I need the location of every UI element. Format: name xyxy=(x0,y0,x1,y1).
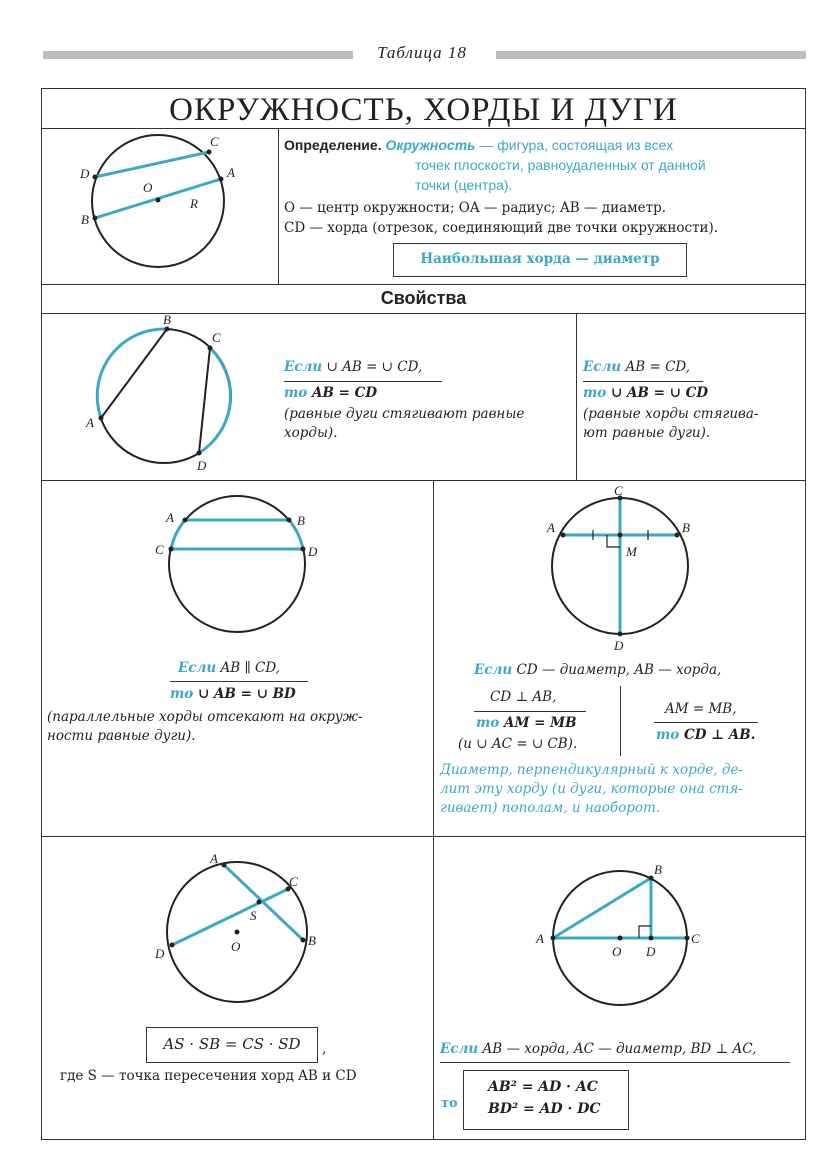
prop4-right-res: CD ⊥ AB. xyxy=(679,727,756,743)
label-c: C xyxy=(210,134,219,149)
chord-ab xyxy=(553,878,651,938)
prop6-formula1: AB² = AD · AC xyxy=(488,1079,598,1095)
prop1-then-word: то xyxy=(284,385,308,401)
prop1-note1: (равные дуги стягивают равные xyxy=(284,406,525,422)
prop3-then-word: то xyxy=(170,686,194,702)
point-o xyxy=(156,198,161,203)
prop1-note2: хорды). xyxy=(284,425,338,441)
point-d xyxy=(93,175,98,180)
point-d xyxy=(618,632,623,637)
definition-text1: — фигура, состоящая из всех xyxy=(475,137,674,153)
label-c: C xyxy=(212,330,221,345)
point-d xyxy=(170,943,175,948)
label-d: D xyxy=(197,458,207,473)
page-title: ОКРУЖНОСТЬ, ХОРДЫ И ДУГИ xyxy=(169,92,678,128)
prop2-cond: AB = CD, xyxy=(621,359,691,375)
label-c: C xyxy=(289,874,298,889)
prop4-cond: CD — диаметр, AB — хорда, xyxy=(512,662,722,678)
prop4-right-then-word: то xyxy=(656,727,680,743)
point-c xyxy=(169,547,174,552)
prop4-note2: лит эту хорду (и дуги, которые она стя- xyxy=(440,781,743,797)
chord-ab xyxy=(101,329,167,418)
prop2-then-word: то xyxy=(583,385,607,401)
prop4-left-cond: CD ⊥ AB, xyxy=(490,689,557,705)
prop5-formula: AS · SB = CS · SD xyxy=(163,1035,301,1053)
point-a xyxy=(99,416,104,421)
prop4-note3: гивает) пополам, и наоборот. xyxy=(440,800,661,816)
point-d xyxy=(301,547,306,552)
prop4-left-then-word: то xyxy=(476,715,500,731)
prop2-note1: (равные хорды стягива- xyxy=(583,406,759,422)
label-r: R xyxy=(190,196,198,211)
diagram-parallel-chords xyxy=(155,496,318,632)
label-a: A xyxy=(536,931,544,946)
label-a: A xyxy=(86,415,94,430)
label-d: D xyxy=(646,944,656,959)
label-s: S xyxy=(250,908,257,923)
point-b xyxy=(301,938,306,943)
prop6-if-word: Если xyxy=(440,1041,479,1057)
point-b xyxy=(675,533,680,538)
point-a xyxy=(219,177,224,182)
label-a: A xyxy=(166,510,174,525)
label-b: B xyxy=(308,933,316,948)
prop4-if-word: Если xyxy=(474,662,513,678)
definition-term: Окружность xyxy=(385,137,476,153)
prop3-cond: AB ∥ CD, xyxy=(216,660,280,676)
prop1-cond: ∪ AB = ∪ CD, xyxy=(322,359,423,375)
label-d: D xyxy=(80,166,90,181)
label-a: A xyxy=(547,520,555,535)
chord-cd xyxy=(199,348,210,453)
point-a xyxy=(551,936,556,941)
chord-cd xyxy=(172,889,288,945)
label-o: O xyxy=(231,939,241,954)
label-b: B xyxy=(682,520,690,535)
point-c xyxy=(208,346,213,351)
point-a xyxy=(183,518,188,523)
prop3-if-word: Если xyxy=(178,660,217,676)
prop3-note2: ности равные дуги). xyxy=(47,728,196,744)
prop6-formula2: BD² = AD · DC xyxy=(488,1101,601,1117)
point-c xyxy=(207,150,212,155)
label-b: B xyxy=(297,513,305,528)
circle-parallel xyxy=(169,496,305,632)
diagram-perpendicular-diameter xyxy=(546,483,690,653)
point-b xyxy=(649,876,654,881)
definition-text2: точек плоскости, равноудаленных от данной xyxy=(415,157,706,173)
prop2-note2: ют равные дуги). xyxy=(583,425,711,441)
label-d: D xyxy=(614,638,624,653)
prop2-if-word: Если xyxy=(583,359,622,375)
point-a xyxy=(561,533,566,538)
label-o: O xyxy=(612,944,622,959)
prop4-left-extra: (и ∪ AC = ∪ CB). xyxy=(458,736,578,752)
point-d xyxy=(197,451,202,456)
point-d xyxy=(649,936,654,941)
label-b: B xyxy=(163,312,171,327)
table-label: Таблица 18 xyxy=(377,43,467,62)
point-o xyxy=(235,930,240,935)
point-b xyxy=(287,518,292,523)
label-c: C xyxy=(155,542,164,557)
prop3-note1: (параллельные хорды отсекают на окруж- xyxy=(47,709,363,725)
definition-line4: O — центр окружности; OA — радиус; AB — диаметр. xyxy=(284,200,667,216)
diagram-chord-projection xyxy=(535,862,700,1005)
prop2-res: ∪ AB = ∪ CD xyxy=(606,385,709,401)
label-o: O xyxy=(143,180,153,195)
definition-text3: точки (центра). xyxy=(415,177,513,193)
point-b xyxy=(165,327,170,332)
prop5-note: где S — точка пересечения хорд AB и CD xyxy=(60,1068,357,1084)
prop4-right-cond: AM = MB, xyxy=(665,701,737,717)
prop4-left-res: AM = MB xyxy=(499,715,577,731)
definition-box-text: Наибольшая хорда — диаметр xyxy=(420,251,660,267)
definition-label: Определение. xyxy=(284,137,382,153)
diagram-equal-arcs xyxy=(85,312,231,473)
properties-heading: Свойства xyxy=(380,288,467,308)
prop6-cond: AB — хорда, AC — диаметр, BD ⊥ AC, xyxy=(478,1041,757,1057)
prop4-note1: Диаметр, перпендикулярный к хорде, де- xyxy=(440,762,743,778)
label-b: B xyxy=(81,212,89,227)
point-m xyxy=(618,533,623,538)
label-c: C xyxy=(691,931,700,946)
point-a xyxy=(222,863,227,868)
point-c xyxy=(685,936,690,941)
diagram-definition xyxy=(79,134,235,267)
right-angle-mark xyxy=(639,926,651,938)
point-s xyxy=(257,900,262,905)
label-a: A xyxy=(227,165,235,180)
prop5-comma: , xyxy=(322,1041,327,1057)
prop3-res: ∪ AB = ∪ BD xyxy=(193,686,296,702)
label-c: C xyxy=(614,483,623,498)
prop1-if-word: Если xyxy=(284,359,323,375)
label-a: A xyxy=(210,851,218,866)
point-b xyxy=(93,216,98,221)
right-angle-mark xyxy=(607,535,620,547)
label-m: M xyxy=(626,544,637,559)
diagram-intersecting-chords xyxy=(154,851,316,1002)
prop1-res: AB = CD xyxy=(307,385,378,401)
label-d: D xyxy=(308,544,318,559)
label-d: D xyxy=(155,946,165,961)
chord-cd xyxy=(95,152,209,177)
definition-line5: CD — хорда (отрезок, соединяющий две точки окружности). xyxy=(284,220,719,236)
label-b: B xyxy=(654,862,662,877)
point-o xyxy=(618,936,623,941)
prop6-then-word: то xyxy=(441,1096,458,1111)
